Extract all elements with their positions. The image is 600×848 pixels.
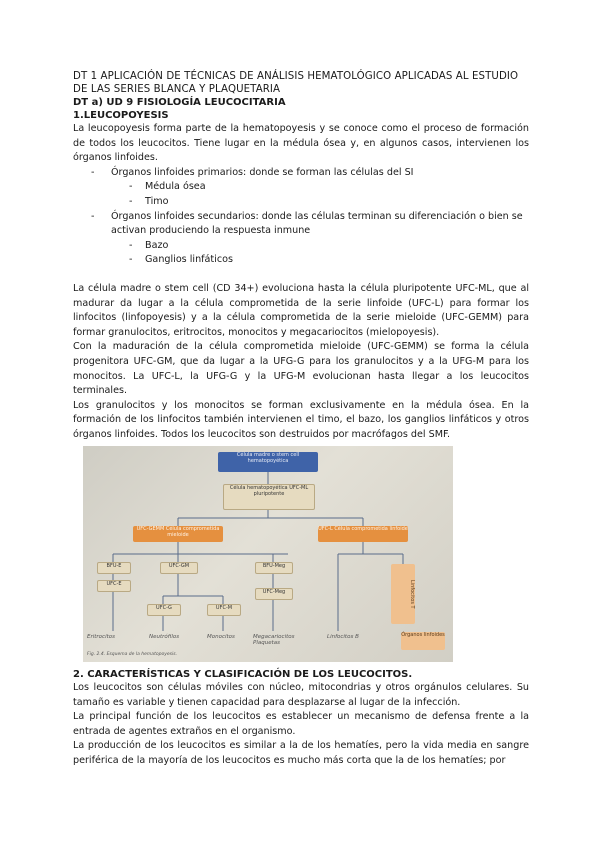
title-line-2: DE LAS SERIES BLANCA Y PLAQUETARIA: [73, 84, 281, 95]
paragraph-formation: Los granulocitos y los monocitos se forman exclusivamente en la médula ósea. En la formación de los linfocitos también intervienen el timo, el bazo, los ganglios linfáticos y otros órganos linfoides. Todos los leucocitos son destruidos por macrófagos del SMF.: [73, 399, 529, 440]
list-item: - Bazo: [111, 239, 529, 254]
ufcm-box: UFC-M: [207, 604, 241, 616]
secondary-organs-sublist: [111, 239, 529, 268]
hematopoiesis-diagram-photo: [83, 446, 453, 662]
paragraph-function: La principal función de los leucocitos es establecer un mecanismo de defensa frente a la entrada de agentes extraños en el organismo.: [73, 711, 529, 737]
paragraph-intro: La leucopoyesis forma parte de la hematopoyesis y se conoce como el proceso de formación de todos los leucocitos. Tiene lugar en la médula ósea y, en algunos casos, intervienen los órganos linfoides.: [73, 123, 529, 164]
list-item: - Timo: [111, 195, 529, 210]
list-item-secondary: [73, 210, 529, 268]
cfue-box: UFC-E: [97, 580, 131, 592]
document-body-continued: [73, 668, 529, 769]
title-line-1: DT 1 APLICACIÓN DE TÉCNICAS DE ANÁLISIS HEMATOLÓGICO APLICADAS AL ESTUDIO: [73, 71, 519, 82]
organ-list: [73, 166, 529, 268]
diagram-connectors: [83, 446, 453, 662]
list-item: - Médula ósea: [111, 180, 529, 195]
ufcgm-box: UFC-GM: [160, 562, 198, 574]
unit-subtitle: DT a) UD 9 FISIOLOGÍA LEUCOCITARIA: [73, 97, 286, 108]
figure-caption: Fig. 2.4. Esquema de la hematopoyesis.: [87, 652, 177, 657]
document-title: [73, 70, 529, 96]
lymphoid-organs-box: Órganos linfoides: [401, 632, 445, 650]
paragraph-maturation: Con la maduración de la célula comprometida mieloide (UFC-GEMM) se forma la célula progenitora UFC-GM, que da lugar a la UFG-G para los granulocitos y a la UFG-M para los monocitos. La UFC-L, la UFG-G y la UFG-M evolucionan hasta llegar a los leucocitos terminales.: [73, 341, 529, 397]
paragraph-stem-cell: La célula madre o stem cell (CD 34+) evoluciona hasta la célula pluripotente UFC-ML, que al madurar da lugar a la célula comprometida de la serie linfoide (UFC-L) para formar los linfocitos (linfopoyesis) y a la célula comprometida de la serie mieloide (UFC-GEMM) para formar granulocitos, eritrocitos, monocitos y megacariocitos (mielopoyesis).: [73, 282, 529, 338]
lymphoid-cell-box: UFC-L Célula comprometida linfoide: [318, 526, 408, 542]
term-neutrophils: Neutrófilos: [149, 634, 180, 640]
bfumeg-box: BFU-Meg: [255, 562, 293, 574]
bfue-box: BFU-E: [97, 562, 131, 574]
paragraph-production: La producción de los leucocitos es similar a la de los hematíes, pero la vida media en sangre periférica de la mayoría de los leucocitos es mucho más corta que la de los hematíes; por: [73, 740, 529, 766]
primary-organs-label: Órganos linfoides primarios: donde se forman las células del SI: [111, 166, 414, 178]
list-item-primary: [73, 166, 529, 210]
thymus-box: Linfocitos T: [391, 564, 415, 624]
term-megakaryocytes: Megacariocitos Plaquetas: [253, 634, 295, 646]
primary-organs-sublist: [111, 180, 529, 209]
ufcg-box: UFC-G: [147, 604, 181, 616]
pluripotent-cell-box: Célula hematopoyética UFC-ML pluripotente: [223, 484, 315, 510]
ufcmeg-box: UFC-Meg: [255, 588, 293, 600]
myeloid-cell-box: UFC-GEMM Célula comprometida mieloide: [133, 526, 223, 542]
document-body: [73, 70, 529, 442]
secondary-organs-label: Órganos linfoides secundarios: donde las células terminan su diferenciación o bien se activan produciendo la respuesta inmune: [111, 210, 523, 237]
paragraph-leukocytes: Los leucocitos son células móviles con núcleo, mitocondrias y otros orgánulos celulares. Su tamaño es variable y tienen capacidad para desplazarse al lugar de la infección.: [73, 682, 529, 708]
term-b-lymphocytes: Linfocitos B: [327, 634, 359, 640]
section-1-heading: 1.LEUCOPOYESIS: [73, 110, 169, 121]
stem-cell-box: Célula madre o stem cell hematopoyética: [218, 452, 318, 472]
term-monocytes: Monocitos: [207, 634, 235, 640]
term-erythrocytes: Eritrocitos: [87, 634, 115, 640]
section-2-heading: 2. CARACTERÍSTICAS Y CLASIFICACIÓN DE LOS LEUCOCITOS.: [73, 669, 413, 680]
list-item: - Ganglios linfáticos: [111, 253, 529, 268]
